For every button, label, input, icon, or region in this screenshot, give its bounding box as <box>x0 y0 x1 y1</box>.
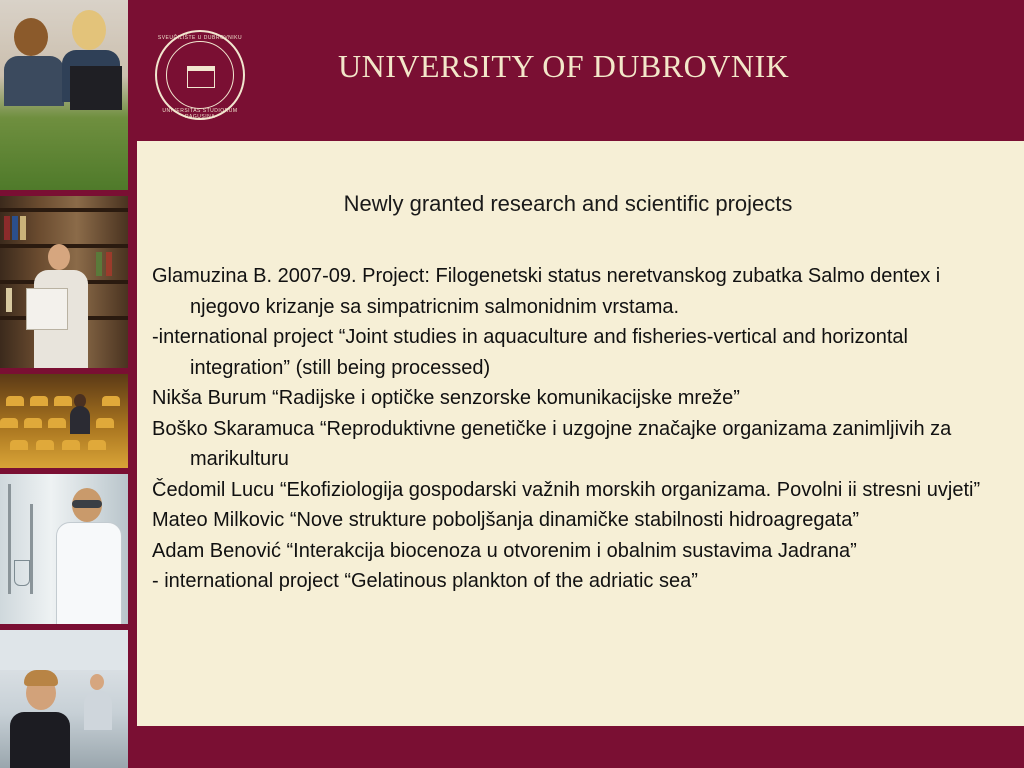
photo-students-laptop <box>0 0 128 190</box>
photo-library <box>0 196 128 368</box>
seal-bottom-text: UNIVERSITAS STUDIORUM RAGUSINA <box>162 108 238 120</box>
seal-inner-ring <box>166 41 234 109</box>
photo-lecture-hall <box>0 374 128 468</box>
project-entry: Nikša Burum “Radijske i optičke senzorske komunikacijske mreže” <box>152 387 740 409</box>
university-seal-logo <box>155 30 245 120</box>
project-entry: Adam Benović “Interakcija biocenoza u otvorenim i obalnim sustavima Jadrana” <box>152 539 857 562</box>
project-entry: Mateo Milkovic “Nove strukture poboljšanja dinamičke stabilnosti hidroagregata” <box>152 509 860 531</box>
project-entry: Boško Skaramuca “Reproduktivne genetičke i uzgojne značajke organizama zanimljivih za marikulturu <box>152 417 952 470</box>
project-entry: - international project “Gelatinous plankton of the adriatic sea” <box>152 570 698 592</box>
slide-subtitle: Newly granted research and scientific projects <box>343 191 793 216</box>
footer-bar <box>128 726 1024 768</box>
project-entry: Glamuzina B. 2007-09. Project: Filogenetski status neretvanskog zubatka Salmo dentex i njegovo krizanje sa simpatricnim salmonidnim vrstama. <box>152 265 941 318</box>
project-entry: -international project “Joint studies in aquaculture and fisheries-vertical and horizontal integration” (still being processed) <box>152 326 908 379</box>
seal-top-text: SVEUČILIŠTE U DUBROVNIKU <box>157 35 243 41</box>
project-entry: Čedomil Lucu “Ekofiziologija gospodarski važnih morskih organizama. Povolni ii stresni uvjeti” <box>152 478 981 501</box>
project-list <box>152 261 1012 597</box>
content-panel <box>137 141 1024 726</box>
photo-laboratory <box>0 474 128 624</box>
photo-strip <box>0 0 128 768</box>
page-title: UNIVERSITY OF DUBROVNIK <box>338 48 790 84</box>
photo-office <box>0 630 128 768</box>
building-icon <box>187 66 215 88</box>
